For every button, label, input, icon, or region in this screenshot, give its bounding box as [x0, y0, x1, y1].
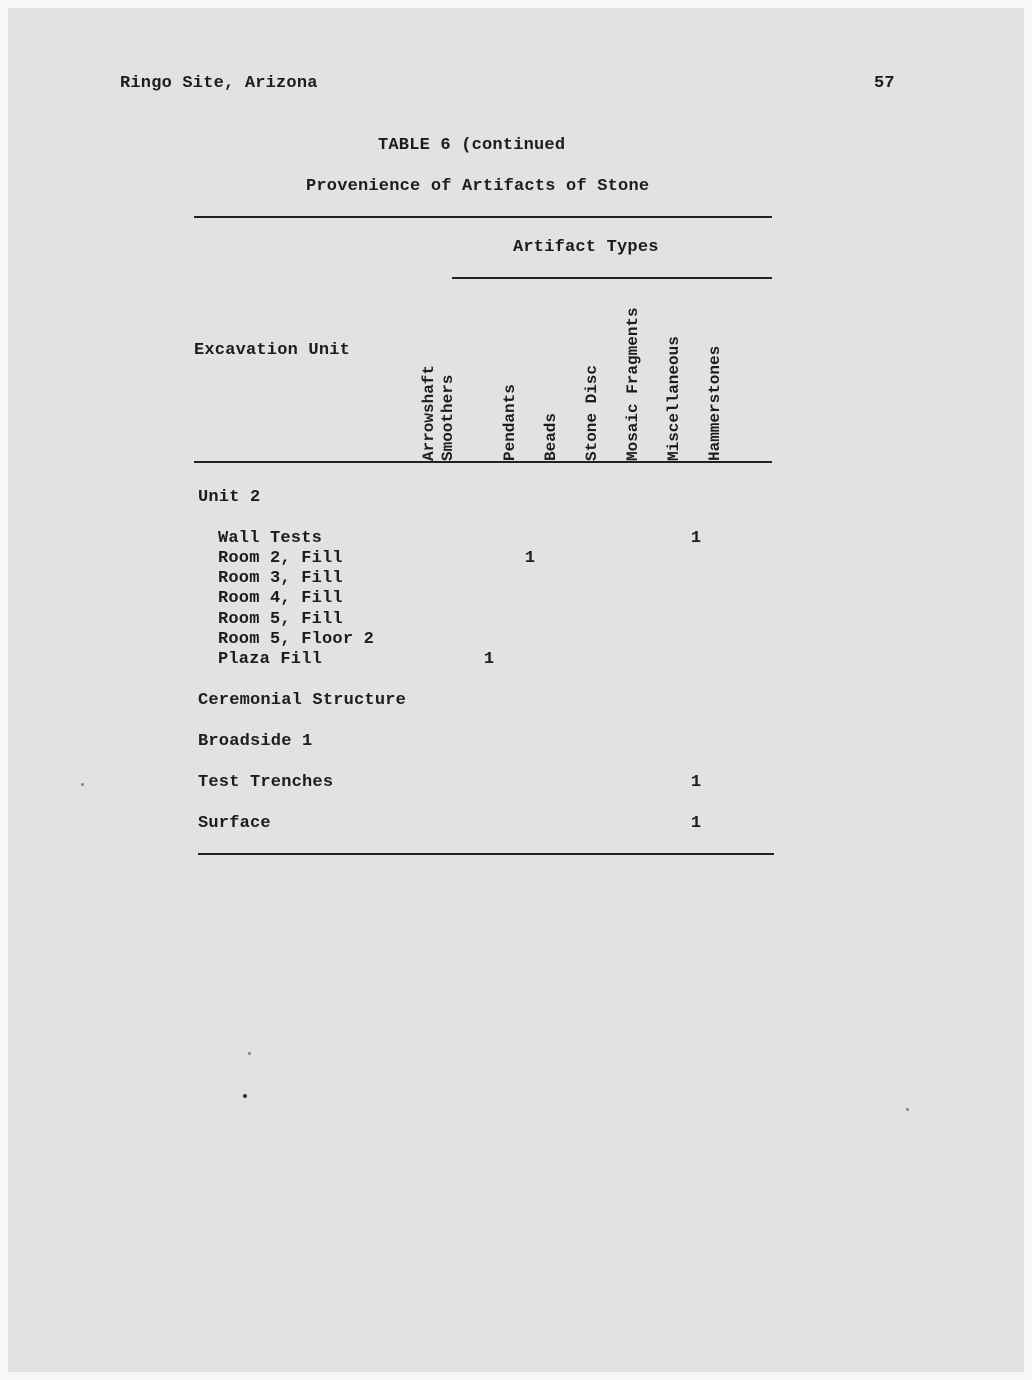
column-header-pendants: Pendants: [501, 384, 519, 461]
row-label: Room 4, Fill: [218, 589, 343, 608]
table-title: Provenience of Artifacts of Stone: [306, 177, 650, 196]
column-header-mosaic-fragments: Mosaic Fragments: [624, 307, 642, 461]
document-page: [8, 8, 1024, 1372]
row-label: Room 3, Fill: [218, 569, 343, 588]
page-number: 57: [874, 74, 895, 93]
row-label: Broadside 1: [198, 732, 313, 751]
column-header-line: Arrowshaft: [420, 364, 438, 461]
table-top-rule: [194, 216, 772, 218]
running-head: Ringo Site, Arizona: [120, 74, 318, 93]
row-label: Room 2, Fill: [218, 549, 343, 568]
group-header: Artifact Types: [513, 238, 659, 257]
table-cell: 1: [483, 650, 495, 669]
row-label: Surface: [198, 814, 271, 833]
column-header-beads: Beads: [542, 412, 560, 461]
row-label: Test Trenches: [198, 773, 334, 792]
paper-speck: [243, 1094, 247, 1098]
row-label: Plaza Fill: [218, 650, 323, 669]
group-header-rule: [452, 277, 772, 279]
column-header-line: Smoothers: [439, 374, 457, 461]
row-label: Room 5, Fill: [218, 610, 343, 629]
table-cell: 1: [524, 549, 536, 568]
table-number: TABLE 6 (continued: [378, 136, 566, 155]
paper-speck: [81, 783, 84, 786]
table-cell: 1: [690, 773, 702, 792]
paper-speck: [906, 1108, 909, 1111]
column-header-hammerstones: Hammerstones: [706, 345, 724, 461]
row-label: Room 5, Floor 2: [218, 630, 375, 649]
column-header-stone-disc: Stone Disc: [583, 364, 601, 461]
table-cell: 1: [690, 529, 702, 548]
table-cell: 1: [690, 814, 702, 833]
row-label: Unit 2: [198, 488, 261, 507]
paper-speck: [248, 1052, 251, 1055]
table-bottom-rule: [198, 853, 774, 855]
row-label: Wall Tests: [218, 529, 323, 548]
column-header-miscellaneous: Miscellaneous: [665, 336, 683, 461]
row-label: Ceremonial Structure: [198, 691, 407, 710]
row-header: Excavation Unit: [194, 341, 351, 360]
